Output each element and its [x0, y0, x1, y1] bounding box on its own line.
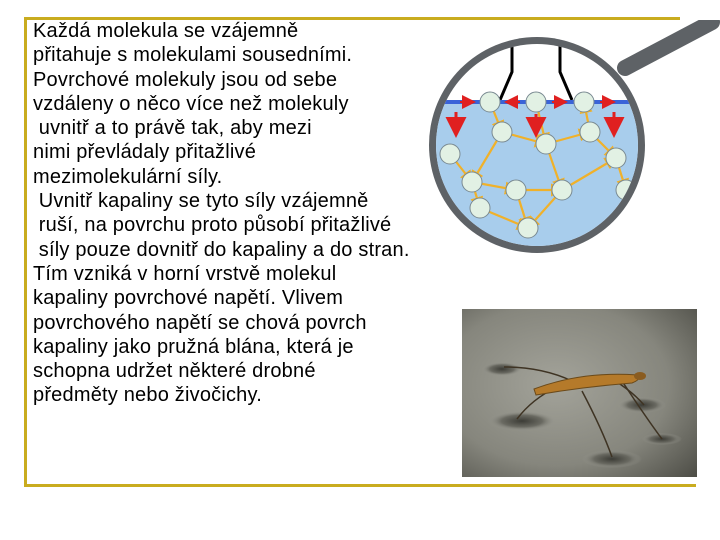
body-text	[33, 19, 503, 408]
text-line: kapaliny jako pružná blána, která je	[33, 335, 354, 358]
text-line: Povrchové molekuly jsou od sebe	[33, 68, 338, 91]
frame-left-line	[24, 17, 27, 487]
molecule	[580, 122, 600, 142]
text-line: Každá molekula se vzájemně	[33, 20, 299, 42]
text-line: vzdáleny o něco více než molekuly	[33, 92, 349, 115]
surface-molecule	[574, 92, 594, 112]
molecule	[518, 218, 538, 238]
molecule	[536, 134, 556, 154]
text-line: uvnitř a to právě tak, aby mezi	[33, 117, 312, 140]
molecule	[606, 148, 626, 168]
insect-head	[634, 372, 646, 380]
surface-molecule	[526, 92, 546, 112]
text-line: kapaliny povrchové napětí. Vlivem	[33, 287, 344, 310]
text-line: nimi převládaly přitažlivé	[33, 141, 257, 164]
leg-dimple	[582, 450, 642, 468]
text-line: povrchového napětí se chová povrch	[33, 311, 367, 334]
text-line: mezimolekulární síly.	[33, 165, 223, 188]
molecule	[552, 180, 572, 200]
text-line: předměty nebo živočichy.	[33, 384, 262, 407]
text-line: Uvnitř kapaliny se tyto síly vzájemně	[33, 190, 369, 213]
magnifier-handle	[625, 22, 712, 68]
text-line: schopna udržet některé drobné	[33, 360, 316, 383]
text-line: síly pouze dovnitř do kapaliny a do stran.	[33, 238, 410, 261]
frame-bottom-line	[24, 484, 696, 487]
text-line: přitahuje s molekulami sousedními.	[33, 44, 353, 67]
text-line: Tím vzniká v horní vrstvě molekul	[33, 262, 337, 285]
text-line: ruší, na povrchu proto působí přitažlivé	[33, 214, 392, 237]
molecule	[506, 180, 526, 200]
